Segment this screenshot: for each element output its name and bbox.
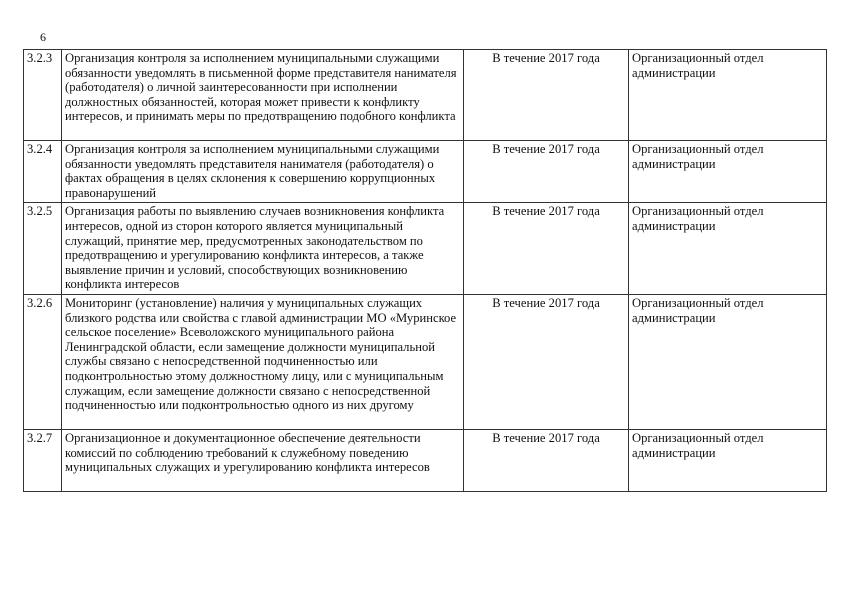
responsible-unit: Организационный отдел администрации xyxy=(629,141,827,203)
table-row xyxy=(24,203,827,295)
table-row xyxy=(24,294,827,429)
deadline: В течение 2017 года xyxy=(464,203,629,295)
item-number: 3.2.3 xyxy=(24,50,62,141)
table-row xyxy=(24,50,827,141)
deadline: В течение 2017 года xyxy=(464,429,629,491)
item-number: 3.2.7 xyxy=(24,429,62,491)
responsible-unit: Организационный отдел администрации xyxy=(629,294,827,429)
responsible-unit: Организационный отдел администрации xyxy=(629,203,827,295)
page-number: 6 xyxy=(40,30,46,44)
measure-description: Мониторинг (установление) наличия у муниципальных служащих близкого родства или свойства с главой администрации МО «Муринское сельское поселение» Всеволожского муниципального района Ленинградской области, если замещение должности муниципальной службы связано с непосредственной подчиненностью или подконтрольностью этому должностному лицу, или с муниципальным служащим, если замещение должности связано с непосредственной подчиненностью или подконтрольностью одного из них другому xyxy=(62,294,464,429)
table-row xyxy=(24,141,827,203)
measure-description: Организационное и документационное обеспечение деятельности комиссий по соблюдению требований к служебному поведению муниципальных служащих и урегулированию конфликта интересов xyxy=(62,429,464,491)
item-number: 3.2.5 xyxy=(24,203,62,295)
measure-description: Организация работы по выявлению случаев возникновения конфликта интересов, одной из сторон которого является муниципальный служащий, принятие мер, предусмотренных законодательством по предотвращению и урегулированию конфликта интересов, а также выявление причин и условий, способствующих возникновению конфликта интересов xyxy=(62,203,464,295)
measure-description: Организация контроля за исполнением муниципальными служащими обязанности уведомлять представителя нанимателя (работодателя) о фактах обращения в целях склонения к совершению коррупционных правонарушений xyxy=(62,141,464,203)
measures-table xyxy=(23,49,827,492)
deadline: В течение 2017 года xyxy=(464,50,629,141)
responsible-unit: Организационный отдел администрации xyxy=(629,50,827,141)
item-number: 3.2.6 xyxy=(24,294,62,429)
measure-description: Организация контроля за исполнением муниципальными служащими обязанности уведомлять в письменной форме представителя нанимателя (работодателя) о личной заинтересованности при исполнении должностных обязанностей, которая может привести к конфликту интересов, и принимать меры по предотвращению подобного конфликта xyxy=(62,50,464,141)
deadline: В течение 2017 года xyxy=(464,141,629,203)
deadline: В течение 2017 года xyxy=(464,294,629,429)
item-number: 3.2.4 xyxy=(24,141,62,203)
responsible-unit: Организационный отдел администрации xyxy=(629,429,827,491)
table-row xyxy=(24,429,827,491)
